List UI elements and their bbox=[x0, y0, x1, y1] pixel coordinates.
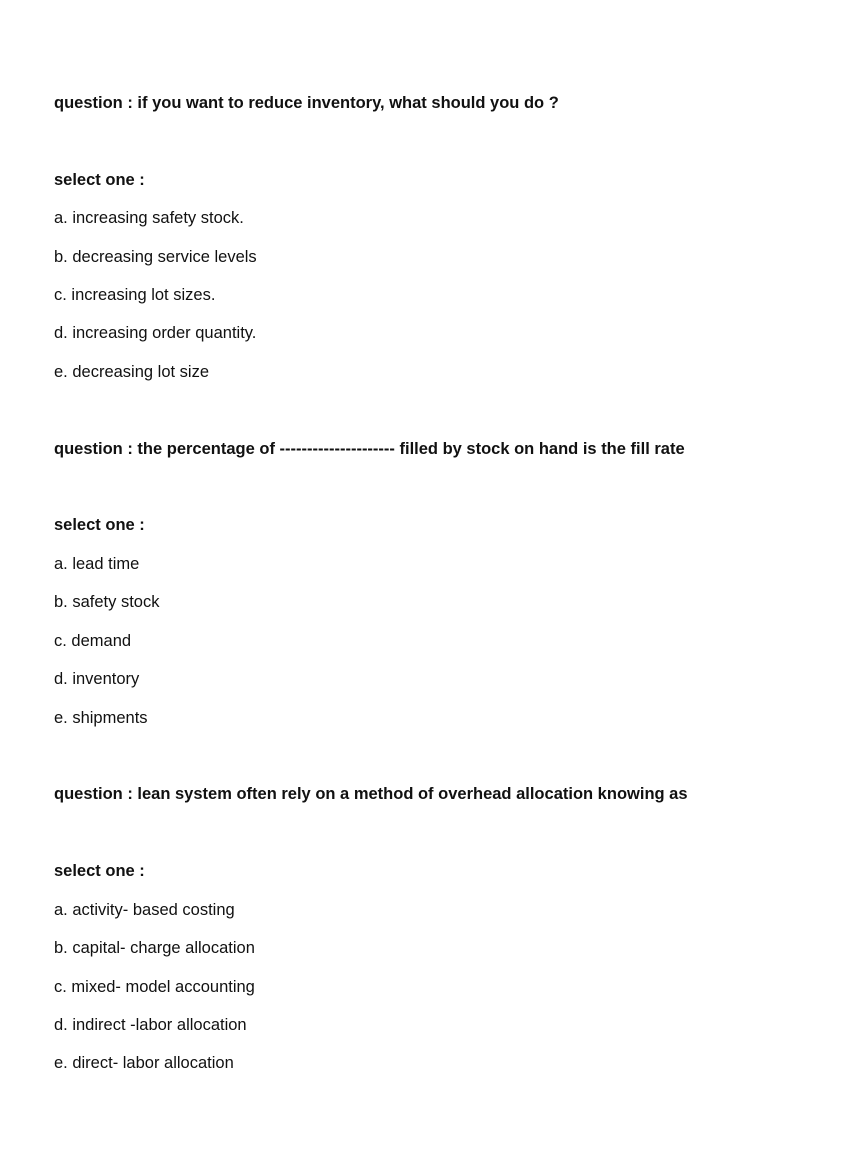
question-3-option-d[interactable]: d. indirect -labor allocation bbox=[54, 1016, 247, 1034]
question-2-text: question : the percentage of --------------------- filled by stock on hand is the fill rate bbox=[54, 440, 685, 458]
question-2-option-b[interactable]: b. safety stock bbox=[54, 593, 160, 611]
question-1-text: question : if you want to reduce inventory, what should you do ? bbox=[54, 94, 559, 112]
question-1-option-c[interactable]: c. increasing lot sizes. bbox=[54, 286, 216, 304]
question-1-option-b[interactable]: b. decreasing service levels bbox=[54, 248, 257, 266]
question-3-option-c[interactable]: c. mixed- model accounting bbox=[54, 978, 255, 996]
question-3-select-label: select one : bbox=[54, 862, 145, 880]
question-2-option-d[interactable]: d. inventory bbox=[54, 670, 140, 688]
question-1-option-a[interactable]: a. increasing safety stock. bbox=[54, 209, 244, 227]
question-3-text: question : lean system often rely on a method of overhead allocation knowing as bbox=[54, 785, 688, 803]
question-2-option-c[interactable]: c. demand bbox=[54, 632, 132, 650]
question-1-select-label: select one : bbox=[54, 171, 145, 189]
question-1-option-e[interactable]: e. decreasing lot size bbox=[54, 363, 210, 381]
question-2-select-label: select one : bbox=[54, 516, 145, 534]
question-2-option-e[interactable]: e. shipments bbox=[54, 709, 148, 727]
question-3-option-b[interactable]: b. capital- charge allocation bbox=[54, 939, 255, 957]
question-3-option-a[interactable]: a. activity- based costing bbox=[54, 901, 235, 919]
question-2-option-a[interactable]: a. lead time bbox=[54, 555, 140, 573]
question-3-option-e[interactable]: e. direct- labor allocation bbox=[54, 1054, 234, 1072]
question-1-option-d[interactable]: d. increasing order quantity. bbox=[54, 324, 257, 342]
